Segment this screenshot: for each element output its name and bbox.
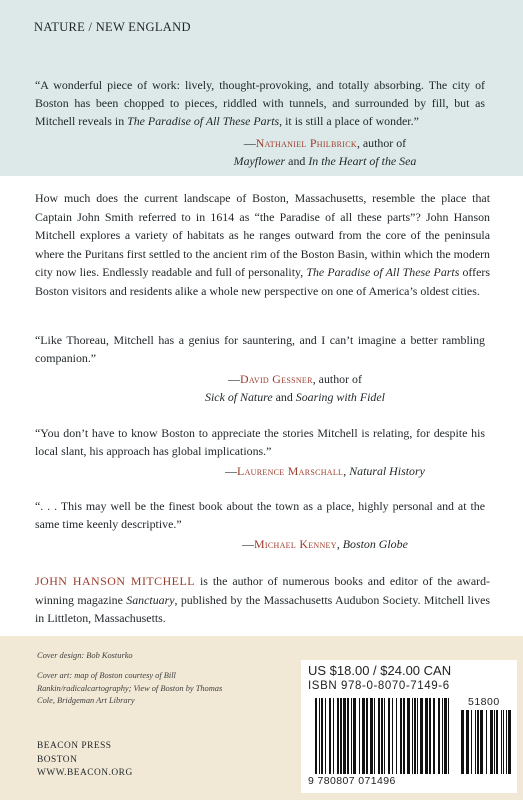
barcode-bar [444,698,447,774]
attribution-source: Boston Globe [342,537,408,551]
attribution-book: In the Heart of the Sea [308,154,417,168]
barcode-digits: 9 780807 071496 [308,775,396,787]
barcode-bar [340,698,342,774]
attribution-name: Nathaniel Philbrick [255,136,357,150]
addon-barcode-bars [461,710,511,774]
category-label: NATURE / NEW ENGLAND [34,20,191,34]
barcode-bar [396,698,397,774]
attribution-source: Natural History [349,464,425,478]
quote-book-title: The Paradise of All These Parts [127,114,280,129]
barcode-bar [471,710,472,774]
barcode-bar [381,698,383,774]
book-description [35,189,490,301]
publisher-url: WWW.BEACON.ORG [37,768,133,778]
bio-text-end: , published by the Massachusetts Audubon Society. Mitchell lives in Littleton, Massachusetts. [35,592,490,626]
attribution-role: , author of [356,136,407,150]
barcode-bar [333,698,334,774]
author-name: JOHN HANSON MITCHELL [35,574,195,588]
attribution-and: and [285,154,309,168]
barcode-bar [414,698,416,774]
barcode-bar [503,710,504,774]
description-text: How much does the current landscape of Boston, Massachusetts, resemble the place that Captain John Smith referred to in 1614 as “the Paradise of all these parts”? John Hanson Mitchell explores a variety of habitats as he ranges outward from the core of the peninsula where the Puritans first settled to the ancient rim of the Boston Basin, within which the modern city now lies. Endlessly readable and full of personality, [35,191,490,280]
addon-digits: 51800 [468,696,500,708]
barcode-bar [319,698,320,774]
cover-design-credit: Cover design: Bob Kosturko [37,651,133,660]
attribution-separator: , [336,537,343,551]
philbrick-quote [35,76,485,131]
publisher-block [37,740,133,781]
barcode-bar [407,698,410,774]
quote-text: “A wonderful piece of work: lively, thought-provoking, and totally absorbing. The city of Boston has been chopped to pieces, riddled with tunnels, and surrounded by fill, but as Mitchell reveals in [35,78,485,129]
barcode-bar [343,698,346,774]
attribution-book: Mayflower [233,154,286,168]
barcode-bar [477,710,479,774]
barcode-bar [378,698,380,774]
isbn-label: ISBN 978-0-8070-7149-6 [308,680,450,692]
attribution-dash: — [242,537,255,551]
barcode-bar [400,698,402,774]
barcode-bar [403,698,405,774]
attribution-role: , author of [312,372,362,386]
barcode-bar [337,698,339,774]
cover-art-credit: Cover art: map of Boston courtesy of Bill Rankin/radicalcartography; View of Boston by Thomas Cole, Bridgeman Art Library [37,671,223,705]
main-barcode-bars [315,698,449,774]
marschall-attribution [210,462,440,480]
kenney-quote: “. . . This may well be the finest book about the town as a place, highly personal and at the same time keenly descriptive.” [35,499,485,532]
barcode-bar [325,698,326,774]
barcode-box [301,660,517,793]
gessner-attribution [185,370,405,406]
marschall-quote: “You don’t have to know Boston to appreciate the stories Mitchell is relating, for despite his local slant, his approach has global implications.” [35,426,485,459]
philbrick-attribution [200,134,450,170]
barcode-bar [329,698,331,774]
barcode-bar [490,710,493,774]
barcode-bar [321,698,323,774]
barcode-bar [480,710,483,774]
barcode-bar [359,698,360,774]
barcode-bar [412,698,413,774]
barcode-bar [475,710,476,774]
price-label: US $18.00 / $24.00 CAN [308,663,452,678]
publisher-city: BOSTON [37,754,78,765]
barcode-bar [353,698,356,774]
barcode-bar [315,698,317,774]
barcode-bar [384,698,385,774]
barcode-bar [494,710,495,774]
barcode-bar [442,698,443,774]
author-bio [35,572,490,628]
magazine-title: Sanctuary [126,592,175,607]
attribution-book: Soaring with Fidel [295,390,385,404]
barcode-bar [486,710,487,774]
barcode-bar [370,698,373,774]
barcode-bar [466,710,469,774]
description-text-end: offers Boston visitors and residents alike a whole new perspective on one of America’s oldest cities. [35,265,491,298]
barcode-bar [506,710,507,774]
attribution-separator: , [343,464,350,478]
barcode-bar [374,698,375,774]
description-book-title: The Paradise of All These Parts [306,265,460,280]
barcode-bar [508,710,511,774]
barcode-bar [420,698,423,774]
barcode-bar [388,698,390,774]
barcode-bar [429,698,431,774]
barcode-bar [425,698,428,774]
gessner-quote: “Like Thoreau, Mitchell has a genius for sauntering, and I can’t imagine a better rambling companion.” [35,333,485,366]
barcode-bar [448,698,449,774]
attribution-dash: — [243,136,256,150]
kenney-attribution [225,535,425,553]
attribution-name: Michael Kenney [254,537,337,551]
attribution-dash: — [228,372,240,386]
barcode-bar [392,698,393,774]
attribution-and: and [272,390,296,404]
quote-text-end: , it is still a place of wonder.” [279,114,419,129]
barcode-bar [347,698,349,774]
publisher-name: BEACON PRESS [37,741,112,751]
attribution-dash: — [225,464,238,478]
barcode-bar [417,698,418,774]
barcode-bar [496,710,498,774]
attribution-book: Sick of Nature [205,390,273,404]
attribution-name: Laurence Marschall [237,464,344,478]
barcode-bar [351,698,352,774]
barcode-bar [501,710,502,774]
attribution-name: David Gessner [239,372,313,386]
barcode-icon [301,660,517,793]
cover-credits [37,650,237,715]
barcode-bar [433,698,435,774]
barcode-bar [362,698,365,774]
barcode-bar [461,710,464,774]
barcode-bar [366,698,368,774]
bio-text: is the author of numerous books and editor of the award-winning magazine [35,574,490,607]
barcode-bar [438,698,440,774]
